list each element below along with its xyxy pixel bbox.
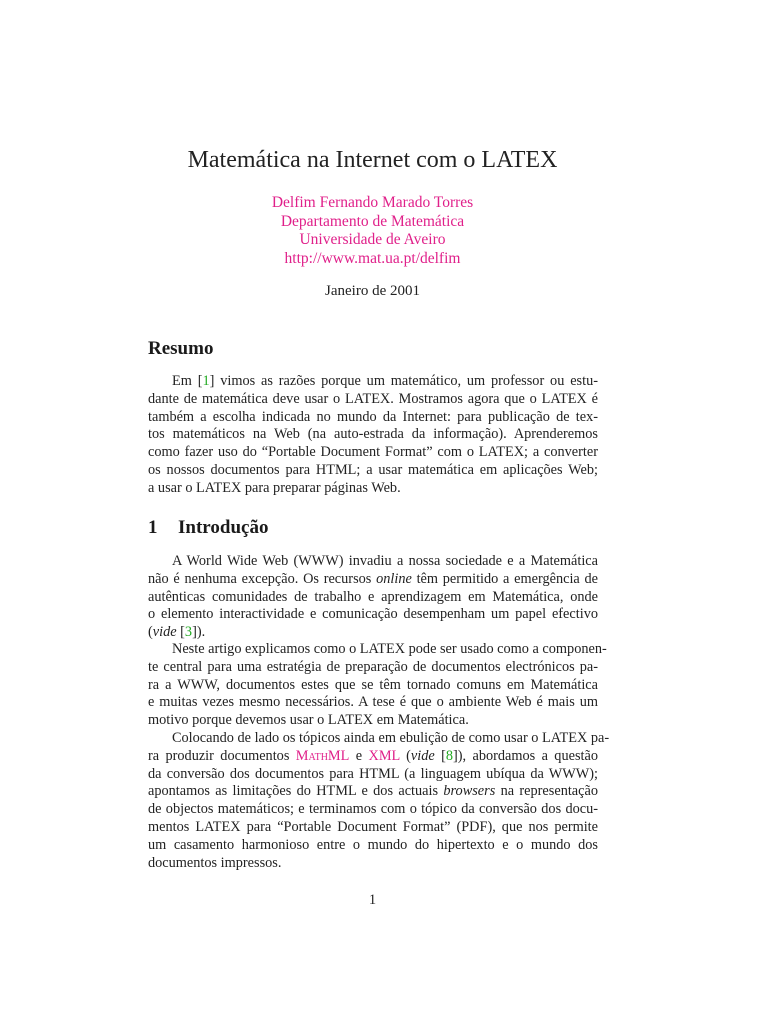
paragraph-line: autênticas comunidades de trabalho e aprendizagem em Matemática, onde	[148, 588, 598, 605]
intro-paragraph-1	[148, 553, 598, 642]
citation-link[interactable]: 1	[202, 373, 210, 389]
citation-link[interactable]: 3	[184, 624, 193, 641]
section-heading-introducao	[148, 517, 268, 539]
paper-title: Matemática na Internet com o LATEX	[187, 147, 558, 173]
paragraph-line: Colocando de lado os tópicos ainda em ebulição de como usar o LATEX pa-	[172, 730, 610, 746]
paragraph-line: da conversão dos documentos para HTML (a linguagem ubíqua da WWW);	[148, 765, 598, 782]
abstract-line: dante de matemática deve usar o LATEX. Mostramos agora que o LATEX é	[148, 390, 598, 407]
page-number: 1	[368, 892, 377, 908]
paragraph-line: o elemento interactividade e comunicação desempenham um papel efectivo	[148, 606, 598, 623]
author-name: Delfim Fernando Marado Torres	[271, 194, 474, 211]
intro-paragraph-2	[148, 641, 607, 730]
paragraph-line: te central para uma estratégia de preparação de documentos electrónicos pa-	[148, 658, 598, 675]
abstract-line: como fazer uso do “Portable Document Format” com o LATEX; a converter	[148, 444, 598, 461]
abstract-heading: Resumo	[148, 338, 214, 359]
paragraph-line: A World Wide Web (WWW) invadiu a nossa sociedade e a Matemática	[172, 553, 598, 569]
intro-paragraph-3	[148, 730, 610, 872]
paragraph-line: um casamento harmonioso entre o mundo do hipertexto e o mundo dos	[148, 836, 598, 853]
paragraph-line: de objectos matemáticos; e terminamos com o tópico da conversão dos docu-	[148, 801, 598, 818]
xml-link[interactable]: XML	[368, 747, 400, 764]
abstract-line: a usar o LATEX para preparar páginas Web.	[148, 479, 401, 496]
paragraph-line: documentos impressos.	[148, 854, 282, 871]
paragraph-line: não é nenhuma excepção. Os recursos online têm permitido a emergência de	[148, 570, 598, 587]
section-title: Introdução	[178, 517, 269, 538]
paper-date: Janeiro de 2001	[325, 283, 420, 299]
paragraph-line: (vide [3]).	[148, 624, 206, 641]
author-url-link[interactable]: http://www.mat.ua.pt/delfim	[284, 249, 461, 267]
abstract-paragraph	[148, 373, 598, 498]
author-block	[0, 194, 745, 268]
mathml-link[interactable]: MathML	[295, 747, 350, 764]
author-university: Universidade de Aveiro	[299, 231, 446, 248]
paragraph-line: Neste artigo explicamos como o LATEX pode ser usado como a componen-	[172, 641, 607, 657]
abstract-line: Em [1] vimos as razões porque um matemático, um professor ou estu-	[172, 373, 598, 389]
paragraph-line: e muitas vezes mesmo necessários. A tese é que o ambiente Web é mais um	[148, 694, 598, 711]
paragraph-line: motivo porque devemos usar o LATEX em Matemática.	[148, 712, 469, 729]
author-department: Departamento de Matemática	[280, 212, 465, 230]
abstract-line: também a escolha indicada no mundo da Internet: para publicação de tex-	[148, 408, 598, 425]
paragraph-line: ra produzir documentos MathML e XML (vide [8]), abordamos a questão	[148, 747, 598, 764]
paragraph-line: mentos LATEX para “Portable Document Format” (PDF), que nos permite	[148, 818, 598, 835]
abstract-line: tos matemáticos na Web (na auto-estrada da informação). Aprenderemos	[148, 426, 598, 443]
paragraph-line: apontamos as limitações do HTML e dos actuais browsers na representação	[148, 783, 598, 800]
section-number: 1	[148, 517, 158, 538]
citation-link[interactable]: 8	[445, 747, 453, 764]
paragraph-line: ra a WWW, documentos estes que se têm tornado comuns em Matemática	[148, 676, 598, 693]
abstract-line: os nossos documentos para HTML; a usar matemática em aplicações Web;	[148, 461, 598, 478]
